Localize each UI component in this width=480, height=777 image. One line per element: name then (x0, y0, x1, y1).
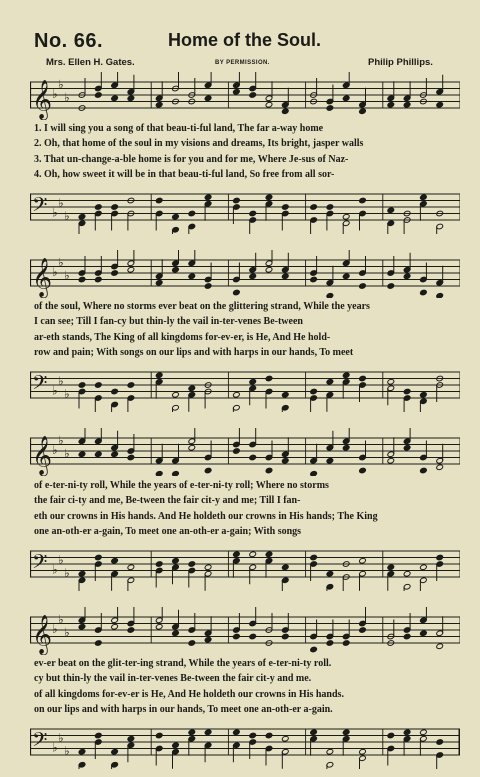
flat-icon: ♭ (64, 625, 70, 640)
note-head (95, 554, 103, 561)
flat-icon: ♭ (52, 383, 58, 398)
note-head (282, 108, 290, 115)
bass-staff-1 (30, 184, 460, 234)
bass-clef-icon: 𝄢 (32, 370, 48, 399)
treble-staff-4 (30, 607, 460, 655)
note-head (111, 451, 119, 458)
treble-staff-1 (30, 72, 460, 120)
lyric-line: of all kingdoms for-ev-er is He, And He holdeth our crowns in His hands. (34, 688, 344, 700)
flat-icon: ♭ (64, 208, 70, 223)
flat-icon: ♭ (64, 386, 70, 401)
note-head (204, 283, 212, 290)
permission-note: BY PERMISSION. (215, 60, 270, 66)
note-head (282, 391, 290, 398)
note-head (342, 95, 350, 102)
note-head (265, 551, 273, 558)
note-head (127, 564, 135, 571)
note-head (403, 729, 411, 736)
lyric-line: 4. Oh, how sweet it will be in that beau-ti-ful land, So free from all sor- (34, 169, 335, 181)
note-head (188, 729, 196, 736)
lyric-line: of e-ter-ni-ty roll, While the years of e-ter-ni-ty roll; Where no storms (34, 480, 329, 491)
note-head (265, 375, 273, 382)
note-head (387, 207, 395, 214)
note-head (78, 451, 86, 458)
note-head (172, 742, 180, 749)
note-head (326, 457, 334, 464)
note-head (233, 551, 241, 558)
note-head (172, 266, 180, 273)
note-head (403, 101, 411, 108)
bass-clef-icon: 𝄢 (32, 192, 48, 221)
treble-staff-3 (30, 428, 460, 476)
note-head (403, 570, 411, 577)
lyrics-system-3 (34, 478, 464, 540)
note-head (387, 101, 395, 108)
note-head (78, 748, 86, 755)
note-head (155, 372, 163, 379)
treble-clef-icon: 𝄞 (32, 435, 53, 476)
note-head (95, 92, 103, 99)
note-head (249, 378, 257, 385)
treble-staff-2 (30, 250, 460, 298)
note-head (282, 564, 290, 571)
lyric-line: on our lips and with harps in our hands, To meet one an-oth-er a-gain. (34, 704, 333, 716)
note-head (265, 732, 273, 739)
lyric-line: I can see; Till I fan-cy but thin-ly the vail in-ter-venes Be-tween (34, 316, 303, 328)
note-head (310, 729, 318, 736)
note-head (326, 292, 334, 298)
note-head (127, 95, 135, 102)
note-head (111, 748, 119, 755)
note-head (420, 467, 428, 474)
note-head (233, 391, 241, 398)
note-head (127, 266, 135, 273)
note-head (233, 448, 241, 455)
flat-icon: ♭ (58, 730, 64, 745)
note-head (204, 564, 212, 571)
flat-icon: ♭ (52, 740, 58, 755)
lyric-line: 2. Oh, that home of the soul in my visions and dreams, Its bright, jasper walls (34, 138, 364, 150)
note-head (233, 289, 241, 296)
flat-icon: ♭ (52, 87, 58, 101)
treble-clef-icon: 𝄞 (32, 257, 53, 298)
note-head (155, 197, 163, 204)
note-head (403, 633, 411, 640)
note-head (249, 210, 257, 217)
lyric-line: the fair ci-ty and me, Be-tween the fair cit-y and me; Till I fan- (34, 495, 301, 507)
note-head (127, 627, 135, 634)
note-head (359, 627, 367, 634)
note-head (249, 633, 257, 640)
note-head (310, 276, 318, 283)
note-head (249, 92, 257, 99)
note-head (111, 204, 119, 211)
note-head (326, 105, 334, 112)
note-head (282, 204, 290, 211)
note-head (342, 444, 350, 451)
note-head (342, 213, 350, 220)
note-head (282, 457, 290, 464)
note-head (326, 378, 334, 385)
note-head (172, 557, 180, 564)
note-head (282, 633, 290, 640)
note-head (78, 570, 86, 577)
note-head (310, 470, 318, 476)
flat-icon: ♭ (52, 622, 58, 636)
note-head (127, 735, 135, 742)
note-head (310, 554, 318, 561)
note-head (436, 464, 444, 471)
flat-icon: ♭ (52, 562, 58, 577)
hymn-title: Home of the Soul. (168, 30, 321, 50)
note-head (188, 561, 196, 568)
lyrics-system-2 (34, 299, 464, 361)
note-head (155, 623, 163, 630)
note-head (78, 623, 86, 630)
note-head (310, 388, 318, 395)
note-head (233, 633, 241, 640)
bass-staff-3 (30, 541, 460, 591)
note-head (359, 557, 367, 564)
note-head (155, 279, 163, 286)
note-head (436, 643, 444, 650)
note-head (78, 213, 86, 220)
words-credit: Mrs. Ellen H. Gates. (46, 57, 135, 68)
note-head (387, 283, 395, 290)
hymn-number: No. 66. (34, 30, 104, 52)
note-head (111, 95, 119, 102)
treble-clef-icon: 𝄞 (32, 79, 53, 120)
treble-clef-icon: 𝄞 (32, 614, 53, 655)
note-head (204, 729, 212, 736)
note-head (204, 636, 212, 643)
note-head (359, 375, 367, 382)
note-head (282, 273, 290, 280)
note-head (249, 551, 257, 558)
note-head (359, 748, 367, 755)
lyrics-system-1 (34, 121, 464, 183)
flat-icon: ♭ (58, 552, 64, 567)
note-head (387, 564, 395, 571)
note-head (78, 382, 86, 389)
note-head (172, 213, 180, 220)
note-head (342, 273, 350, 280)
note-head (436, 292, 444, 298)
flat-icon: ♭ (64, 446, 70, 461)
note-head (342, 372, 350, 379)
note-head (204, 95, 212, 102)
note-head (436, 739, 444, 746)
note-head (387, 457, 395, 464)
music-credit: Philip Phillips. (368, 57, 433, 68)
note-head (204, 194, 212, 201)
note-head (420, 729, 428, 736)
lyric-line: cy but thin-ly the vail in-ter-venes Be-tween the fair cit-y and me. (34, 673, 312, 685)
note-head (420, 391, 428, 398)
note-head (436, 101, 444, 108)
bass-staff-4 (30, 719, 460, 769)
note-head (326, 748, 334, 755)
note-head (420, 630, 428, 637)
note-head (188, 385, 196, 392)
note-head (403, 444, 411, 451)
note-head (265, 266, 273, 273)
note-head (420, 289, 428, 296)
note-head (359, 283, 367, 290)
flat-icon: ♭ (58, 77, 64, 92)
lyric-line: 3. That un-change-a-ble home is for you and for me, Where Je-sus of Naz- (34, 153, 349, 165)
note-head (155, 732, 163, 739)
note-head (95, 382, 103, 389)
note-head (127, 454, 135, 461)
note-head (310, 204, 318, 211)
note-head (310, 646, 318, 653)
flat-icon: ♭ (58, 433, 64, 448)
note-head (359, 108, 367, 115)
note-head (188, 640, 196, 647)
note-head (387, 378, 395, 385)
note-head (188, 273, 196, 280)
note-head (172, 391, 180, 398)
note-head (420, 194, 428, 201)
flat-icon: ♭ (64, 743, 70, 758)
lyric-line: 1. I will sing you a song of that beau-ti-ful land, The far a-way home (34, 123, 324, 134)
note-head (111, 623, 119, 630)
note-head (326, 204, 334, 211)
note-head (204, 467, 212, 474)
note-head (282, 735, 290, 742)
note-head (403, 273, 411, 280)
bass-clef-icon: 𝄢 (32, 727, 48, 756)
note-head (249, 732, 257, 739)
flat-icon: ♭ (58, 255, 64, 270)
note-head (188, 444, 196, 451)
note-head (265, 194, 273, 201)
note-head (233, 197, 241, 204)
note-head (342, 729, 350, 736)
flat-icon: ♭ (58, 373, 64, 388)
note-head (249, 454, 257, 461)
note-head (249, 273, 257, 280)
note-head (359, 467, 367, 474)
note-head (127, 382, 135, 389)
note-head (403, 388, 411, 395)
note-head (95, 640, 103, 647)
flat-icon: ♭ (52, 265, 58, 279)
note-head (155, 561, 163, 568)
lyrics-system-4 (34, 656, 464, 718)
bass-clef-icon: 𝄢 (32, 549, 48, 578)
note-head (265, 101, 273, 108)
note-head (95, 451, 103, 458)
note-head (172, 630, 180, 637)
note-head (387, 732, 395, 739)
note-head (342, 640, 350, 647)
lyric-line: ev-er beat on the glit-ter-ing strand, While the years of e-ter-ni-ty roll. (34, 658, 332, 669)
flat-icon: ♭ (58, 195, 64, 210)
note-head (78, 276, 86, 283)
note-head (155, 101, 163, 108)
note-head (155, 470, 163, 476)
note-head (233, 729, 241, 736)
lyric-line: row and pain; With songs on our lips and with harps in our hands, To meet (34, 347, 354, 359)
flat-icon: ♭ (64, 90, 70, 105)
note-head (95, 732, 103, 739)
flat-icon: ♭ (64, 268, 70, 283)
note-head (188, 210, 196, 217)
note-head (265, 467, 273, 474)
note-head (326, 570, 334, 577)
note-head (359, 197, 367, 204)
flat-icon: ♭ (52, 205, 58, 220)
note-head (326, 640, 334, 647)
lyric-line: one an-oth-er a-gain, To meet one an-oth-er a-gain; With songs (34, 526, 302, 538)
note-head (436, 554, 444, 561)
flat-icon: ♭ (64, 565, 70, 580)
flat-icon: ♭ (58, 612, 64, 627)
bass-staff-2 (30, 362, 460, 412)
note-head (95, 204, 103, 211)
note-head (111, 270, 119, 277)
note-head (111, 557, 119, 564)
note-head (420, 564, 428, 571)
lyric-line: of the soul, Where no storms ever beat on the glittering strand, While the years (34, 301, 370, 312)
lyric-line: eth our crowns in His hands. And He holdeth our crowns in His hands; The King (34, 510, 378, 522)
note-head (95, 276, 103, 283)
note-head (111, 388, 119, 395)
note-head (172, 470, 180, 476)
note-head (233, 88, 241, 95)
flat-icon: ♭ (52, 443, 58, 457)
lyric-line: ar-eth stands, The King of all kingdoms for-ev-er, is He, And He hold- (34, 331, 331, 343)
